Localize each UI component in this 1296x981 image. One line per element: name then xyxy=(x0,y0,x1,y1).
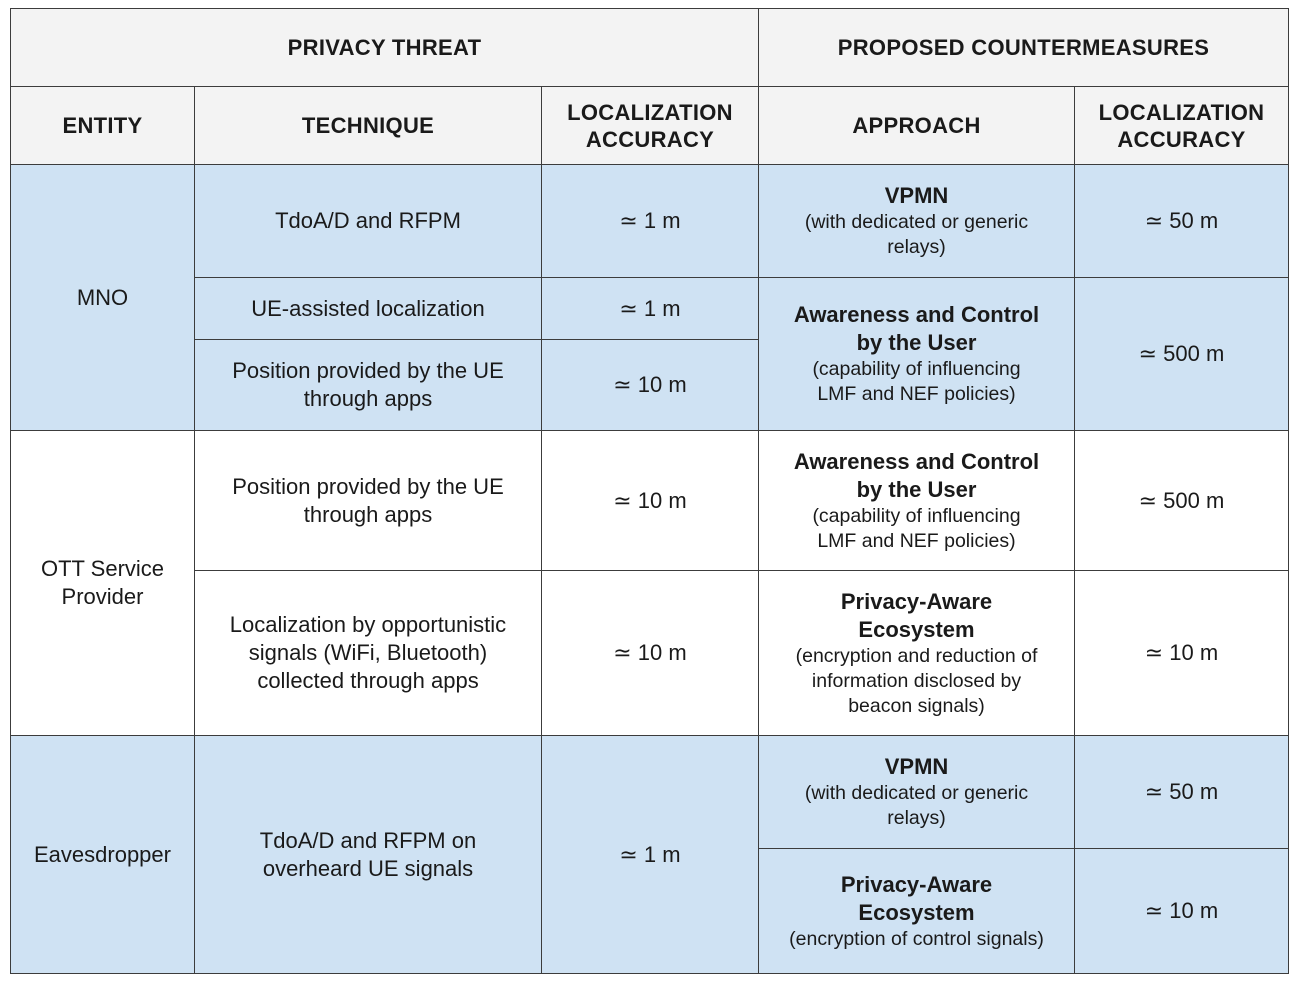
entity-cell-ott xyxy=(11,431,195,736)
technique-cell xyxy=(195,431,542,571)
approach-name: Awareness and Control xyxy=(793,302,1040,327)
technique-line: Localization by opportunistic xyxy=(229,612,507,637)
table-row xyxy=(11,278,1289,340)
privacy-threat-header: PRIVACY THREAT xyxy=(11,9,759,87)
entity-line: Provider xyxy=(61,584,144,609)
entity-header: ENTITY xyxy=(11,87,195,165)
threat-accuracy-cell: ≃ 10 m xyxy=(542,340,759,431)
threat-accuracy-cell: ≃ 1 m xyxy=(542,736,759,974)
approach-cell xyxy=(759,165,1075,278)
threat-accuracy-cell: ≃ 10 m xyxy=(542,431,759,571)
technique-line: through apps xyxy=(303,501,433,527)
approach-detail: information disclosed by xyxy=(811,669,1022,692)
technique-cell xyxy=(195,736,542,974)
approach-detail: (capability of influencing xyxy=(812,358,1021,380)
technique-cell xyxy=(195,340,542,431)
approach-header: APPROACH xyxy=(759,87,1075,165)
countermeasure-accuracy-cell: ≃ 500 m xyxy=(1075,278,1289,431)
countermeasure-accuracy-cell: ≃ 50 m xyxy=(1075,165,1289,278)
approach-detail: (capability of influencing xyxy=(812,504,1021,527)
approach-cell xyxy=(759,571,1075,736)
technique-line: collected through apps xyxy=(257,668,479,693)
countermeasure-accuracy-cell: ≃ 10 m xyxy=(1075,849,1289,974)
approach-name: Ecosystem xyxy=(858,616,975,642)
technique-line: TdoA/D and RFPM on xyxy=(259,827,477,853)
approach-detail: (encryption of control signals) xyxy=(789,927,1044,950)
technique-header: TECHNIQUE xyxy=(195,87,542,165)
approach-detail: LMF and NEF policies) xyxy=(817,383,1016,405)
table-row xyxy=(11,571,1289,736)
approach-name: VPMN xyxy=(884,183,949,208)
table-row xyxy=(11,431,1289,571)
entity-cell-mno: MNO xyxy=(11,165,195,431)
approach-name: Privacy-Aware xyxy=(840,588,993,614)
approach-detail: LMF and NEF policies) xyxy=(817,529,1016,552)
threat-accuracy-cell: ≃ 1 m xyxy=(542,278,759,340)
table-row xyxy=(11,736,1289,849)
privacy-threat-table xyxy=(10,8,1289,974)
table-row xyxy=(11,165,1289,278)
header-line: ACCURACY xyxy=(585,126,715,152)
approach-detail: relays) xyxy=(887,807,946,829)
approach-cell xyxy=(759,278,1075,431)
header-line: LOCALIZATION xyxy=(567,99,733,125)
approach-detail: beacon signals) xyxy=(848,694,985,717)
threat-accuracy-cell: ≃ 10 m xyxy=(542,571,759,736)
countermeasure-accuracy-cell: ≃ 50 m xyxy=(1075,736,1289,849)
countermeasure-accuracy-header xyxy=(1075,87,1289,165)
countermeasure-accuracy-cell: ≃ 500 m xyxy=(1075,431,1289,571)
threat-accuracy-header xyxy=(542,87,759,165)
approach-name: by the User xyxy=(856,330,977,355)
threat-accuracy-cell: ≃ 1 m xyxy=(542,165,759,278)
technique-line: overheard UE signals xyxy=(262,855,474,881)
approach-detail: (with dedicated or generic xyxy=(804,211,1029,233)
approach-name: Privacy-Aware xyxy=(840,871,993,897)
entity-line: OTT Service xyxy=(40,556,165,581)
approach-detail: (encryption and reduction of xyxy=(795,644,1038,667)
approach-name: by the User xyxy=(856,476,977,502)
approach-name: Ecosystem xyxy=(858,899,975,925)
technique-cell: UE-assisted localization xyxy=(195,278,542,340)
approach-detail: relays) xyxy=(887,236,946,258)
technique-line: through apps xyxy=(303,386,433,411)
approach-cell xyxy=(759,431,1075,571)
header-line: ACCURACY xyxy=(1117,126,1246,152)
entity-cell-eavesdropper: Eavesdropper xyxy=(11,736,195,974)
technique-line: Position provided by the UE xyxy=(232,358,504,383)
countermeasures-header: PROPOSED COUNTERMEASURES xyxy=(759,9,1289,87)
approach-name: VPMN xyxy=(884,754,949,779)
header-line: LOCALIZATION xyxy=(1098,99,1265,125)
approach-cell xyxy=(759,736,1075,849)
countermeasure-accuracy-cell: ≃ 10 m xyxy=(1075,571,1289,736)
technique-cell xyxy=(195,571,542,736)
approach-cell xyxy=(759,849,1075,974)
technique-line: Position provided by the UE xyxy=(232,473,504,499)
technique-cell: TdoA/D and RFPM xyxy=(195,165,542,278)
technique-line: signals (WiFi, Bluetooth) xyxy=(248,640,488,665)
approach-detail: (with dedicated or generic xyxy=(804,782,1029,804)
approach-name: Awareness and Control xyxy=(793,448,1040,474)
